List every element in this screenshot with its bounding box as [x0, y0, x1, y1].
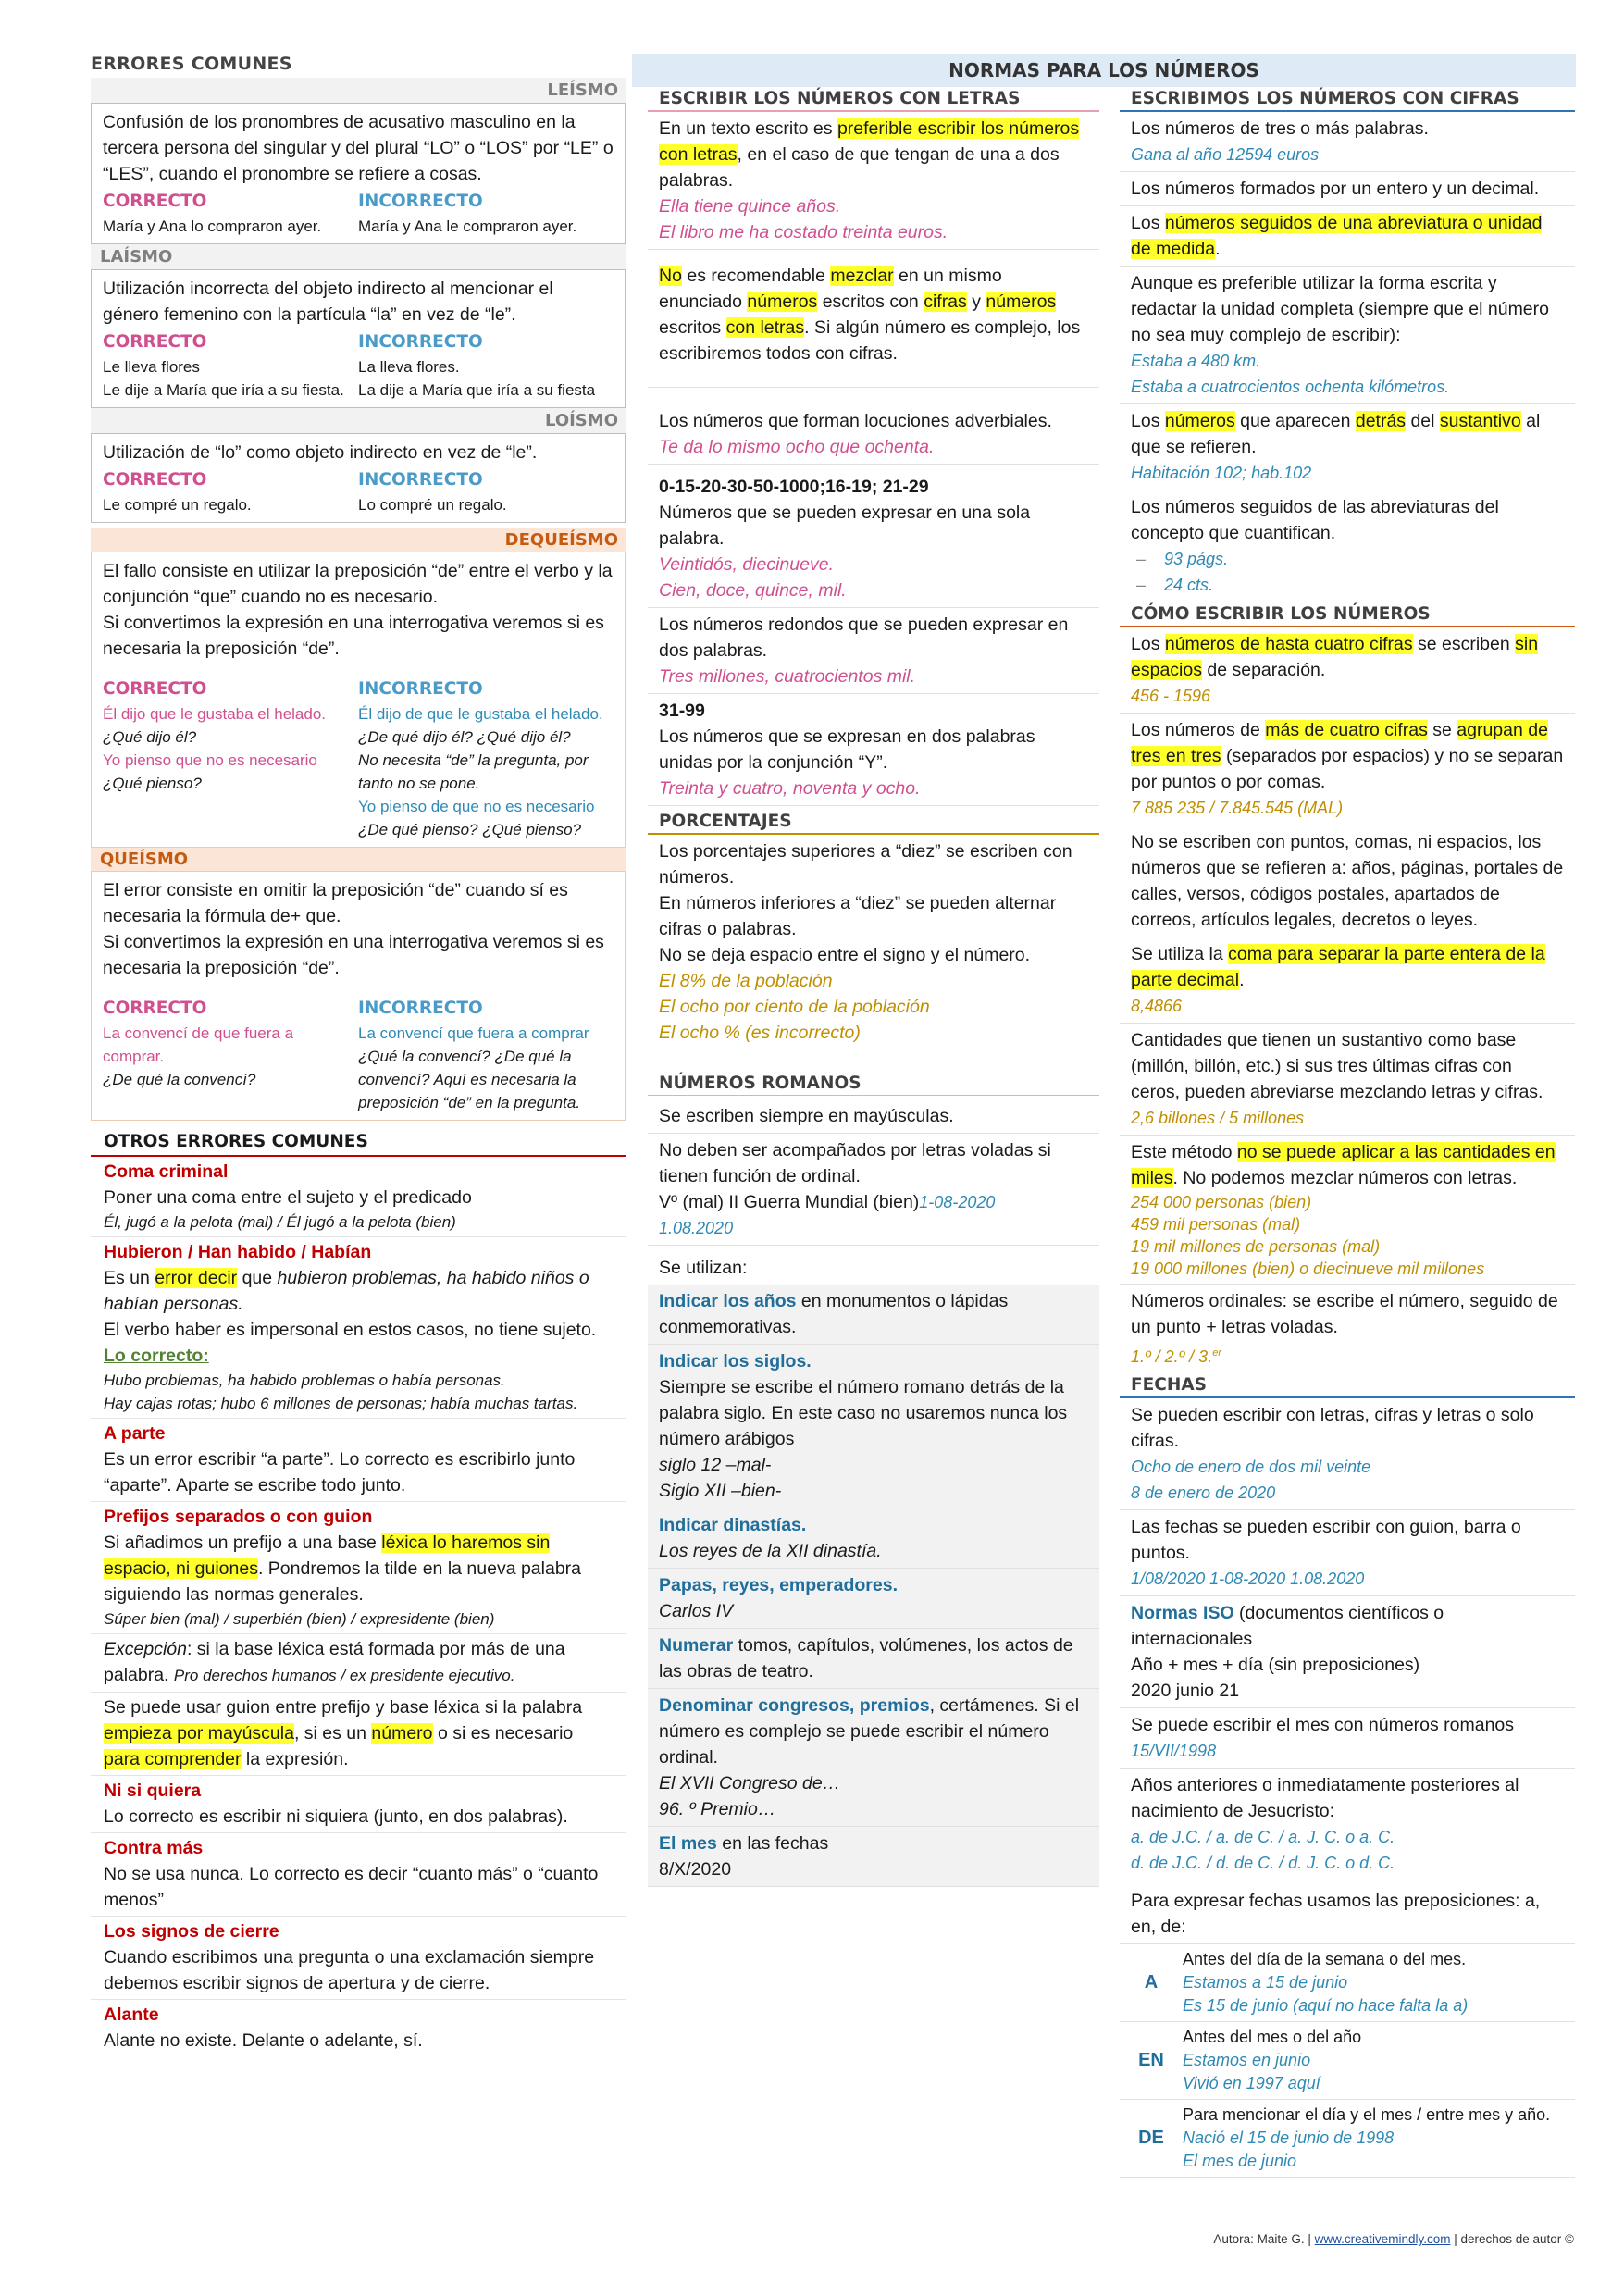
laismo-box	[91, 269, 626, 408]
prefijos	[91, 1502, 626, 1634]
incorrect-example: María y Ana le compraron ayer.	[358, 217, 577, 235]
cifras-a1: Los números de tres o más palabras. Gana al año 12594 euros	[1120, 112, 1575, 172]
item-text: Alante no existe. Delante o adelante, sí.	[104, 2030, 423, 2051]
correct-example: La convencí de que fuera a comprar.	[103, 1024, 294, 1065]
como-b3: No se escriben con puntos, comas, ni espacios, los números que se refieren a: años, páginas, portales de calles, versos, códigos postales, apartados de correos, artículos legales, decretos o leyes.	[1120, 825, 1575, 937]
correct-label: CORRECTO	[103, 332, 207, 352]
fechas-f2: Las fechas se pueden escribir con guion, barra o puntos. 1/08/2020 1-08-2020 1.08.2020	[1120, 1510, 1575, 1596]
otros-heading: OTROS ERRORES COMUNES	[91, 1128, 626, 1157]
item-title: Coma criminal	[104, 1161, 229, 1182]
laismo-pairs	[103, 329, 614, 402]
item-text: Si añadimos un prefijo a una base léxica lo haremos sin espacio, ni guiones. Pondremos la tilde en la nueva palabra siguiendo las normas generales.	[104, 1533, 582, 1605]
incorrect-example: Él dijo de que le gustaba el helado.	[358, 705, 603, 723]
contra-mas	[91, 1833, 626, 1917]
loismo-box	[91, 433, 626, 523]
item-title: Los signos de cierre	[104, 1921, 279, 1942]
dequeismo-pairs	[103, 676, 614, 841]
item-example: Hay cajas rotas; hubo 6 millones de personas; había muchas tartas.	[104, 1395, 578, 1412]
dequeismo-text: El fallo consiste en utilizar la preposición “de” entre el verbo y la conjunción “que” cuando no es necesario.	[103, 561, 613, 607]
queismo-box	[91, 871, 626, 1121]
prep-key: DE	[1138, 2128, 1164, 2148]
letras-heading: ESCRIBIR LOS NÚMEROS CON LETRAS	[648, 87, 1099, 112]
queismo-pairs	[103, 996, 614, 1114]
correct-example: Le lleva flores	[103, 358, 200, 376]
item-text: Se puede usar guion entre prefijo y base léxica si la palabra empieza por mayúscula, si es un número o si es necesario para comprender la expresión.	[104, 1697, 583, 1769]
correct-example: María y Ana lo compraron ayer.	[103, 217, 322, 235]
uso-anos: Indicar los años en monumentos o lápidas conmemorativas.	[648, 1285, 1099, 1345]
como-b1: Los números de hasta cuatro cifras se escriben sin espacios de separación. 456 - 1596	[1120, 627, 1575, 714]
example: Treinta y cuatro, noventa y ocho.	[659, 778, 921, 799]
dequeismo-text2: Si convertimos la expresión en una interrogativa veremos si es necesaria la preposición “de”.	[103, 613, 604, 659]
item-text: Es un error escribir “a parte”. Lo correcto es escribirlo junto “aparte”. Aparte se escribe todo junto.	[104, 1449, 576, 1496]
item-text: No se usa nunca. Lo correcto es decir “cuanto más” o “cuanto menos”	[104, 1864, 599, 1910]
correct-example: Él dijo que le gustaba el helado.	[103, 705, 327, 723]
como-b5: Cantidades que tienen un sustantivo como base (millón, billón, etc.) si sus tres últimas cifras con ceros, pueden abreviarse mezclando letras y cifras. 2,6 billones / 5 millones	[1120, 1024, 1575, 1136]
fechas-f1: Se pueden escribir con letras, cifras y letras o solo cifras. Ocho de enero de dos mil veinte 8 de enero de 2020	[1120, 1398, 1575, 1510]
incorrect-question: ¿De qué pienso? ¿Qué pienso?	[358, 821, 581, 838]
queismo-heading: QUEÍSMO	[91, 848, 626, 871]
footer	[1213, 2232, 1574, 2246]
incorrect-example: La convencí que fuera a comprar	[358, 1024, 589, 1042]
cifras-a6: Los números seguidos de las abreviaturas del concepto que cuantifican. – 93 págs. – 24 cts.	[1120, 490, 1575, 602]
letras-p1: En un texto escrito es preferible escribir los números con letras, en el caso de que tengan de una a dos palabras. Ella tiene quince años. El libro me ha costado treinta euros.	[648, 112, 1099, 250]
correct-label: CORRECTO	[103, 470, 207, 490]
incorrect-question: ¿De qué dijo él? ¿Qué dijo él?	[358, 728, 571, 746]
incorrect-example: La lleva flores.	[358, 358, 460, 376]
letras-p4: 0-15-20-30-50-1000;16-19; 21-29 Números que se pueden expresar en una sola palabra. Veintidós, diecinueve. Cien, doce, quince, mil.	[648, 465, 1099, 608]
prep-key: A	[1144, 1972, 1159, 1992]
uso-dinastias: Indicar dinastías. Los reyes de la XII dinastía.	[648, 1508, 1099, 1569]
item-text: Poner una coma entre el sujeto y el predicado	[104, 1187, 472, 1208]
leismo-heading: LEÍSMO	[91, 78, 626, 103]
example: El libro me ha costado treinta euros.	[659, 222, 948, 242]
signos-cierre	[91, 1917, 626, 2000]
loismo-pairs	[103, 467, 614, 516]
column-letras	[648, 87, 1099, 1887]
porcentajes-heading: PORCENTAJES	[648, 810, 1099, 835]
alante	[91, 2000, 626, 2056]
correct-label: CORRECTO	[103, 192, 207, 211]
romanos-utilizan: Se utilizan:	[659, 1258, 748, 1278]
dequeismo-box	[91, 552, 626, 848]
incorrect-note: No necesita “de” la pregunta, por tanto no se pone.	[358, 751, 589, 792]
item-title: Contra más	[104, 1838, 204, 1858]
fechas-heading: FECHAS	[1120, 1373, 1575, 1398]
cifras-a4: Aunque es preferible utilizar la forma escrita y redactar la unidad completa (siempre que el número no sea muy complejo de escribir): Estaba a 480 km. Estaba a cuatrocientos ochenta kilómetros.	[1120, 267, 1575, 404]
como-b2: Los números de más de cuatro cifras se agrupan de tres en tres (separados por espacios) y no se separan por puntos o por comas. 7 885 235 / 7.845.545 (MAL)	[1120, 714, 1575, 825]
range-title: 0-15-20-30-50-1000;16-19; 21-29	[659, 477, 929, 497]
ni-si-quiera	[91, 1776, 626, 1833]
leismo-pairs	[103, 189, 614, 238]
como-b6: Este método no se puede aplicar a las cantidades en miles. No podemos mezclar números con letras. 254 000 personas (bien) 459 mil personas (mal) 19 mil millones de personas (mal) 19 000 millones (bien) o diecinueve mil millones	[1120, 1136, 1575, 1285]
cifras-a2: Los números formados por un entero y un decimal.	[1120, 172, 1575, 206]
como-heading: CÓMO ESCRIBIR LOS NÚMEROS	[1120, 602, 1575, 627]
item-title: Hubieron / Han habido / Habían	[104, 1242, 372, 1262]
porcentajes-block: Los porcentajes superiores a “diez” se escriben con números. En números inferiores a “diez” se pueden alternar cifras o palabras. No se deja espacio entre el signo y el número. El 8% de la población El ocho por ciento de la población El ocho % (es incorrecto)	[648, 835, 1099, 1062]
cifras-heading: ESCRIBIMOS LOS NÚMEROS CON CIFRAS	[1120, 87, 1575, 112]
letras-p3: Los números que forman locuciones adverbiales. Te da lo mismo ocho que ochenta.	[648, 388, 1099, 465]
fechas-f3: Normas ISO (documentos científicos o internacionales Año + mes + día (sin preposiciones) 2020 junio 21	[1120, 1596, 1575, 1708]
correct-question: ¿Qué pienso?	[103, 775, 202, 792]
loismo-heading: LOÍSMO	[91, 408, 626, 433]
uso-numerar: Numerar tomos, capítulos, volúmenes, los actos de las obras de teatro.	[648, 1629, 1099, 1689]
item-text: Excepción: si la base léxica está formada por más de una palabra. Pro derechos humanos / ex presidente ejecutivo.	[104, 1639, 565, 1685]
correct-question: ¿De qué la convencí?	[103, 1071, 256, 1088]
romanos-heading: NÚMEROS ROMANOS	[648, 1072, 1099, 1096]
item-example: Hubo problemas, ha habido problemas o había personas.	[104, 1371, 505, 1389]
romanos-p10: Se escriben siempre en mayúsculas.	[648, 1096, 1099, 1134]
uso-mes: El mes en las fechas 8/X/2020	[648, 1827, 1099, 1887]
prep-key: EN	[1138, 2050, 1164, 2070]
item-title: A parte	[104, 1423, 166, 1444]
como-b4: Se utiliza la coma para separar la parte entera de la parte decimal. 8,4866	[1120, 937, 1575, 1024]
prep-de: DE Para mencionar el día y el mes / entre mes y año. Nació el 15 de junio de 1998 El mes de junio	[1120, 2100, 1575, 2178]
item-title: Alante	[104, 2004, 159, 2025]
example: Veintidós, diecinueve.	[659, 554, 834, 575]
correct-example: Le compré un regalo.	[103, 496, 252, 514]
laismo-heading: LAÍSMO	[91, 244, 626, 269]
correct-example: Yo pienso que no es necesario	[103, 751, 317, 769]
example: El 8% de la población	[659, 971, 833, 991]
uso-papas: Papas, reyes, emperadores. Carlos IV	[648, 1569, 1099, 1629]
como-b7: Números ordinales: se escribe el número, seguido de un punto + letras voladas. 1.º / 2.º / 3.$^{er}$	[1131, 1291, 1558, 1366]
dequeismo-heading: DEQUEÍSMO	[91, 528, 626, 552]
footer-copyright: | derechos de autor ©	[1450, 2232, 1574, 2246]
laismo-text: Utilización incorrecta del objeto indirecto al mencionar el género femenino con la partícula “la” en vez de “le”.	[103, 279, 553, 325]
prefijos-excepcion	[91, 1634, 626, 1693]
item-example: Súper bien (mal) / superbién (bien) / expresidente (bien)	[104, 1610, 495, 1628]
item-example: Él, jugó a la pelota (mal) / Él jugó a la pelota (bien)	[104, 1213, 456, 1231]
letras-p5: Los números redondos que se pueden expresar en dos palabras. Tres millones, cuatrocientos mil.	[648, 608, 1099, 694]
fechas-f5: Años anteriores o inmediatamente posteriores al nacimiento de Jesucristo: a. de J.C. / a. de C. / a. J. C. o a. C. d. de J.C. / d. de C. / d. J. C. o d. C.	[1120, 1769, 1575, 1880]
range-title: 31-99	[659, 701, 705, 721]
fechas-f6: Para expresar fechas usamos las preposiciones: a, en, de:	[1131, 1891, 1541, 1937]
romanos-p11: No deben ser acompañados por letras voladas si tienen función de ordinal. Vº (mal) II Guerra Mundial (bien)1-08-2020 1.08.2020	[648, 1134, 1099, 1246]
prep-a: A Antes del día de la semana o del mes. Estamos a 15 de junio Es 15 de junio (aquí no hace falta la a)	[1120, 1943, 1575, 2022]
incorrect-label: INCORRECTO	[358, 999, 483, 1018]
incorrect-label: INCORRECTO	[358, 332, 483, 352]
hubieron	[91, 1237, 626, 1419]
correct-label: CORRECTO	[103, 679, 207, 699]
uso-siglos: Indicar los siglos. Siempre se escribe el número romano detrás de la palabra siglo. En este caso no usaremos nunca los número arábigos siglo 12 –mal- Siglo XII –bien-	[648, 1345, 1099, 1508]
fechas-f4: Se puede escribir el mes con números romanos 15/VII/1998	[1120, 1708, 1575, 1769]
footer-link[interactable]: www.creativemindly.com	[1314, 2232, 1451, 2246]
example: El ocho % (es incorrecto)	[659, 1023, 861, 1043]
letras-p6: 31-99 Los números que se expresan en dos palabras unidas por la conjunción “Y”. Treinta y cuatro, noventa y ocho.	[648, 694, 1099, 806]
cifras-a3: Los números seguidos de una abreviatura o unidad de medida.	[1120, 206, 1575, 267]
example: El ocho por ciento de la población	[659, 997, 930, 1017]
prep-en: EN Antes del mes o del año Estamos en junio Vivió en 1997 aquí	[1120, 2022, 1575, 2100]
example: Tres millones, cuatrocientos mil.	[659, 666, 916, 687]
leismo-box	[91, 103, 626, 244]
item-title: Ni si quiera	[104, 1781, 202, 1801]
errores-title: ERRORES COMUNES	[91, 54, 292, 74]
example: Te da lo mismo ocho que ochenta.	[659, 437, 935, 457]
queismo-text: El error consiste en omitir la preposición “de” cuando sí es necesaria la fórmula de+ que.	[103, 880, 568, 926]
incorrect-label: INCORRECTO	[358, 192, 483, 211]
correct-label: CORRECTO	[103, 999, 207, 1018]
uso-congresos: Denominar congresos, premios, certámenes. Si el número es complejo se puede escribir el número ordinal. El XVII Congreso de… 96. º Premio…	[648, 1689, 1099, 1827]
incorrect-label: INCORRECTO	[358, 679, 483, 699]
queismo-text2: Si convertimos la expresión en una interrogativa veremos si es necesaria la preposición “de”.	[103, 932, 604, 978]
example: Cien, doce, quince, mil.	[659, 580, 847, 601]
coma-criminal	[91, 1157, 626, 1237]
loismo-text: Utilización de “lo” como objeto indirecto en vez de “le”.	[103, 442, 538, 463]
incorrect-example: Yo pienso de que no es necesario	[358, 798, 595, 815]
item-text: Cuando escribimos una pregunta o una exclamación siempre debemos escribir signos de apertura y de cierre.	[104, 1947, 595, 1993]
cifras-a5: Los números que aparecen detrás del sustantivo al que se refieren. Habitación 102; hab.102	[1120, 404, 1575, 490]
example: Ella tiene quince años.	[659, 196, 841, 217]
correct-example: Le dije a María que iría a su fiesta.	[103, 381, 344, 399]
letras-p2: No es recomendable mezclar en un mismo enunciado números escritos con cifras y números escritos con letras. Si algún número es complejo, los escribiremos todos con cifras.	[648, 250, 1099, 388]
item-text: El verbo haber es impersonal en estos casos, no tiene sujeto.	[104, 1320, 597, 1340]
item-text: Es un error decir que hubieron problemas, ha habido niños o habían personas.	[104, 1268, 589, 1314]
numeros-banner: NORMAS PARA LOS NÚMEROS	[632, 54, 1576, 87]
incorrect-example: Lo compré un regalo.	[358, 496, 507, 514]
column-cifras	[1120, 87, 1575, 2178]
correct-label: Lo correcto:	[104, 1346, 209, 1366]
incorrect-note: ¿Qué la convencí? ¿De qué la convencí? Aquí es necesaria la preposición “de” en la pregunta.	[358, 1048, 581, 1111]
incorrect-label: INCORRECTO	[358, 470, 483, 490]
item-title: Prefijos separados o con guion	[104, 1507, 373, 1527]
prefijos-guion	[91, 1693, 626, 1776]
a-parte	[91, 1419, 626, 1502]
leismo-text: Confusión de los pronombres de acusativo masculino en la tercera persona del singular y del plural “LO” o “LOS” por “LE” o “LES”, cuando el pronombre se refiere a cosas.	[103, 112, 614, 184]
incorrect-example: La dije a María que iría a su fiesta	[358, 381, 596, 399]
column-errores	[91, 54, 626, 2056]
item-text: Lo correcto es escribir ni siquiera (junto, en dos palabras).	[104, 1806, 568, 1827]
correct-question: ¿Qué dijo él?	[103, 728, 197, 746]
footer-author: Autora: Maite G. |	[1213, 2232, 1315, 2246]
